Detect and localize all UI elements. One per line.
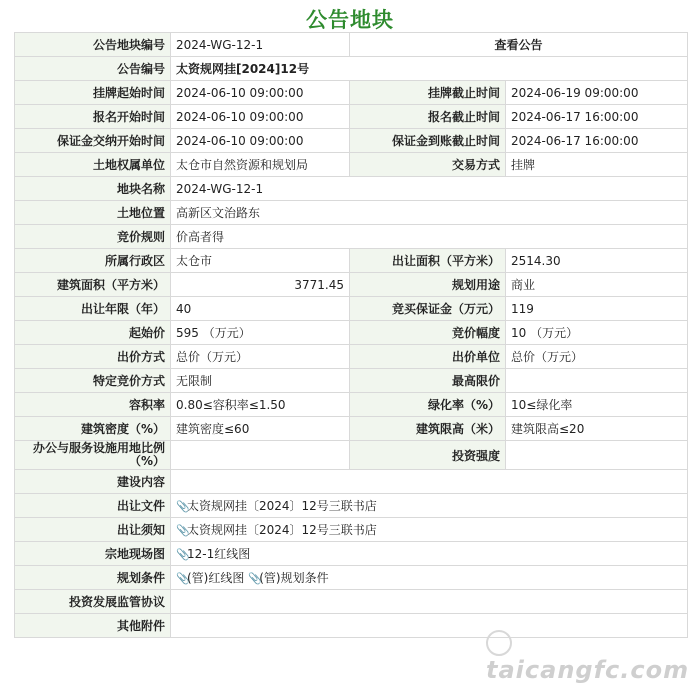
value-build-content [171,470,688,494]
paperclip-icon: 📎 [176,500,190,513]
label-bid-rule: 竞价规则 [15,225,171,249]
label-plan-cond: 规划条件 [15,566,171,590]
value-bid-unit: 总价（万元） [506,345,688,369]
label-build-content: 建设内容 [15,470,171,494]
label-trade-mode: 交易方式 [350,153,506,177]
view-notice-link[interactable]: 查看公告 [350,33,688,57]
label-notice-no: 公告编号 [15,57,171,81]
label-sale-doc: 出让文件 [15,494,171,518]
label-other: 其他附件 [15,614,171,638]
label-deposit-end: 保证金到账截止时间 [350,129,506,153]
label-office-ratio: 办公与服务设施用地比例（%） [15,441,171,470]
value-block-no: 2024-WG-12-1 [171,33,350,57]
value-deposit-end: 2024-06-17 16:00:00 [506,129,688,153]
label-start-price: 起始价 [15,321,171,345]
sale-notice-link[interactable]: 太资规网挂〔2024〕12号三联书店 [187,523,377,537]
label-far: 容积率 [15,393,171,417]
value-deposit: 119 [506,297,688,321]
label-land-use: 规划用途 [350,273,506,297]
value-district: 太仓市 [171,249,350,273]
label-listing-end: 挂牌截止时间 [350,81,506,105]
value-build-area: 3771.45 [171,273,350,297]
paperclip-icon: 📎 [248,572,262,585]
value-deposit-start: 2024-06-10 09:00:00 [171,129,350,153]
label-deposit: 竞买保证金（万元） [350,297,506,321]
value-height: 建筑限高≤20 [506,417,688,441]
label-owner: 土地权属单位 [15,153,171,177]
label-land-area: 出让面积（平方米） [350,249,506,273]
label-invest-agreement: 投资发展监管协议 [15,590,171,614]
value-bid-rule: 价高者得 [171,225,688,249]
label-listing-start: 挂牌起始时间 [15,81,171,105]
value-signup-end: 2024-06-17 16:00:00 [506,105,688,129]
value-notice-no: 太资规网挂[2024]12号 [171,57,688,81]
label-bid-mode: 出价方式 [15,345,171,369]
attachment-sale-notice [171,518,688,542]
value-listing-start: 2024-06-10 09:00:00 [171,81,350,105]
label-height: 建筑限高（米） [350,417,506,441]
site-logo-icon [486,630,512,656]
value-invest-intensity [506,441,688,470]
site-map-link[interactable]: 12-1红线图 [187,547,251,561]
label-special-mode: 特定竞价方式 [15,369,171,393]
label-block-no: 公告地块编号 [15,33,171,57]
label-term: 出让年限（年） [15,297,171,321]
value-max-price [506,369,688,393]
label-density: 建筑密度（%） [15,417,171,441]
value-increment: 10 （万元） [506,321,688,345]
value-start-price: 595 （万元） [171,321,350,345]
label-bid-unit: 出价单位 [350,345,506,369]
page-title: 公告地块 [306,8,394,32]
value-land-area: 2514.30 [506,249,688,273]
value-density: 建筑密度≤60 [171,417,350,441]
label-site-map: 宗地现场图 [15,542,171,566]
label-invest-intensity: 投资强度 [350,441,506,470]
attachment-plan-cond [171,566,688,590]
label-location: 土地位置 [15,201,171,225]
label-parcel-name: 地块名称 [15,177,171,201]
parcel-info-table [14,32,688,638]
value-owner: 太仓市自然资源和规划局 [171,153,350,177]
value-signup-start: 2024-06-10 09:00:00 [171,105,350,129]
value-listing-end: 2024-06-19 09:00:00 [506,81,688,105]
label-sale-notice: 出让须知 [15,518,171,542]
value-parcel-name: 2024-WG-12-1 [171,177,688,201]
value-special-mode: 无限制 [171,369,350,393]
paperclip-icon: 📎 [176,548,190,561]
label-signup-end: 报名截止时间 [350,105,506,129]
watermark-text: taicangfc.com [486,656,690,684]
label-max-price: 最高限价 [350,369,506,393]
paperclip-icon: 📎 [176,524,190,537]
plan-cond-link-2[interactable]: (管)规划条件 [259,571,329,585]
label-build-area: 建筑面积（平方米） [15,273,171,297]
attachment-site-map [171,542,688,566]
value-green: 10≤绿化率 [506,393,688,417]
value-location: 高新区文治路东 [171,201,688,225]
sale-doc-link[interactable]: 太资规网挂〔2024〕12号三联书店 [187,499,377,513]
value-term: 40 [171,297,350,321]
value-trade-mode: 挂牌 [506,153,688,177]
attachment-sale-doc [171,494,688,518]
value-invest-agreement [171,590,688,614]
paperclip-icon: 📎 [176,572,190,585]
value-far: 0.80≤容积率≤1.50 [171,393,350,417]
label-green: 绿化率（%） [350,393,506,417]
watermark [486,628,700,684]
label-deposit-start: 保证金交纳开始时间 [15,129,171,153]
value-office-ratio [171,441,350,470]
value-bid-mode: 总价（万元） [171,345,350,369]
label-district: 所属行政区 [15,249,171,273]
value-land-use: 商业 [506,273,688,297]
label-increment: 竞价幅度 [350,321,506,345]
plan-cond-link-1[interactable]: (管)红线图 [187,571,245,585]
label-signup-start: 报名开始时间 [15,105,171,129]
